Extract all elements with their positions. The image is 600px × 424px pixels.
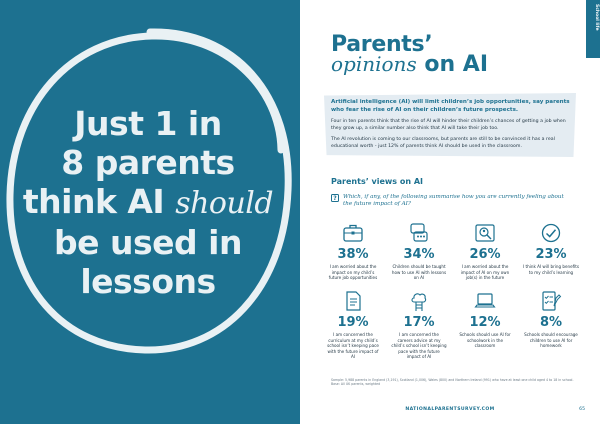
intro-lead: Artificial intelligence (AI) will limit children’s job opportunities, say parents who fear the rise of AI on their children’s future prospects.	[331, 99, 570, 113]
chatbot-icon	[408, 222, 430, 244]
intro-paragraph-1: Four in ten parents think that the rise of AI will hinder their children’s chances of getting a job when they grow up, a similar number also think that AI will take their job too.	[331, 119, 566, 131]
question-badge: ?	[331, 194, 339, 202]
stat-description: Schools should use AI for schoolwork in the classroom	[459, 332, 511, 349]
headline	[18, 104, 278, 301]
stat-description: Schools should encourage children to use AI for homework	[524, 332, 578, 349]
views-heading: Parents’ views on AI	[331, 177, 423, 186]
stat-description: I think AI will bring benefits to my child’s learning	[523, 264, 579, 275]
headline-line-3	[18, 182, 278, 223]
headline-line-3-text: think AI	[22, 182, 176, 221]
headline-line-5: lessons	[80, 262, 216, 301]
stat-percentage: 12%	[469, 315, 501, 330]
stat-item	[518, 290, 584, 349]
stat-description: Children should be taught how to use AI with lessons on AI	[391, 264, 447, 281]
stat-item	[320, 222, 386, 281]
section-side-tab-label: School life	[594, 4, 599, 31]
stat-item	[452, 290, 518, 349]
stat-item	[518, 222, 584, 275]
stat-item	[386, 290, 452, 360]
page-title-line-1: Parents’	[331, 32, 433, 57]
laptop-icon	[474, 290, 496, 312]
stat-percentage: 26%	[469, 247, 501, 262]
stat-item	[452, 222, 518, 281]
footer-url: NATIONALPARENTSURVEY.COM	[405, 407, 495, 412]
cloud-ladder-icon	[408, 290, 430, 312]
document-icon	[342, 290, 364, 312]
headline-line-4: be used in	[54, 223, 242, 262]
page-title-script: opinions	[331, 52, 417, 76]
stat-item	[320, 290, 386, 360]
stat-item	[386, 222, 452, 281]
magnifier-person-icon	[474, 222, 496, 244]
stat-description: I am concerned the careers advice at my child’s school isn’t keeping pace with the future impact of AI	[391, 332, 447, 360]
intro-paragraph-2: The AI revolution is coming to our classrooms, but parents are still to be convinced it has a real educational worth - just 12% of parents think AI should be used in the classroom.	[331, 137, 555, 149]
page-title-line-2	[331, 52, 488, 77]
briefcase-icon	[342, 222, 364, 244]
stat-description: I am worried about the impact on my child’s future job opportunities	[328, 264, 378, 281]
stat-description: I am concerned the curriculum at my child’s school isn’t keeping pace with the future impact of AI	[327, 332, 379, 360]
page-number: 65	[579, 407, 585, 412]
sample-footnote: Sample: 5,988 parents in England (3,191), Scotland (1,006), Wales (800) and Northern Ireland (991) who have at least one child aged 4 to 18 in school. Base: All UK parents, weighted	[331, 378, 574, 386]
stat-percentage: 17%	[403, 315, 435, 330]
stat-percentage: 19%	[337, 315, 369, 330]
headline-line-1: Just 1 in	[74, 104, 222, 143]
stat-description: I am worried about the impact of AI on my own job(s) in the future	[460, 264, 510, 281]
right-page	[300, 0, 600, 424]
checklist-pencil-icon	[540, 290, 562, 312]
stat-percentage: 38%	[337, 247, 369, 262]
stat-percentage: 23%	[535, 247, 567, 262]
stat-percentage: 34%	[403, 247, 435, 262]
check-circle-icon	[540, 222, 562, 244]
survey-question: Which, if any, of the following summarise how you are currently feeling about the future impact of AI?	[343, 194, 564, 207]
headline-script-word: should	[175, 186, 274, 221]
stat-percentage: 8%	[539, 315, 563, 330]
headline-line-2: 8 parents	[61, 143, 235, 182]
page-title-rest: on AI	[416, 52, 489, 77]
